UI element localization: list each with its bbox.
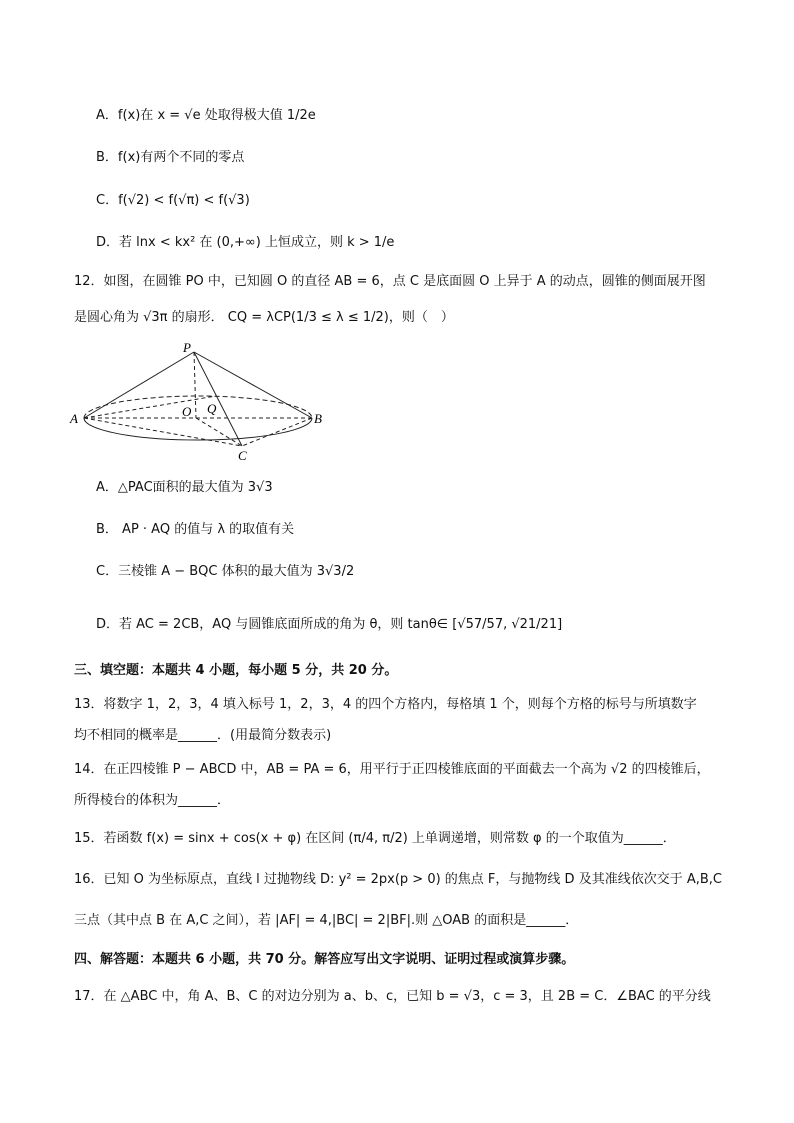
section3-header: 三、填空题：本题共 4 小题，每小题 5 分，共 20 分。 — [74, 663, 398, 678]
q11-option-d: D．若 lnx < kx² 在 (0,+∞) 上恒成立，则 k > 1/e — [96, 235, 395, 250]
q12-stem-line2: 是圆心角为 √3π 的扇形． CQ = λCP(1/3 ≤ λ ≤ 1/2)，则（ ） — [74, 310, 454, 325]
cone-figure — [68, 338, 328, 462]
q11-option-c: C．f(√2) < f(√π) < f(√3) — [96, 193, 250, 208]
q12-option-b: B． AP · AQ 的值与 λ 的取值有关 — [96, 522, 295, 537]
q12-option-a: A．△PAC面积的最大值为 3√3 — [96, 480, 273, 495]
base-ellipse-front — [84, 418, 312, 440]
label-q: Q — [207, 401, 217, 416]
label-a: A — [70, 411, 78, 426]
section4-header: 四、解答题：本题共 6 小题，共 70 分。解答应写出文字说明、证明过程或演算步骤。 — [74, 952, 575, 967]
q13-line2: 均不相同的概率是______．(用最简分数表示) — [74, 728, 332, 743]
q16-line2: 三点（其中点 B 在 A,C 之间），若 |AF| = 4,|BC| = 2|BF|.则 △OAB 的面积是______． — [74, 913, 579, 928]
q12-option-d: D．若 AC = 2CB，AQ 与圆锥底面所成的角为 θ，则 tanθ∈ [√57/57, √21/21] — [96, 617, 563, 632]
label-o: O — [182, 404, 192, 419]
q14-line2: 所得棱台的体积为______． — [74, 793, 231, 808]
segment-bc — [242, 418, 312, 446]
edge-pc — [194, 352, 242, 446]
q14-line1: 14．在正四棱锥 P − ABCD 中，AB = PA = 6，用平行于正四棱锥底面的平面截去一个高为 √2 的四棱锥后， — [74, 762, 710, 777]
label-c: C — [238, 448, 247, 462]
segment-ac — [84, 418, 242, 446]
label-b: B — [314, 411, 322, 426]
q12-option-c: C．三棱锥 A − BQC 体积的最大值为 3√3/2 — [96, 564, 355, 579]
q13-line1: 13．将数字 1，2，3，4 填入标号 1，2，3，4 的四个方格内，每格填 1 个，则每个方格的标号与所填数字 — [74, 697, 697, 712]
edge-pa — [84, 352, 194, 418]
q17: 17．在 △ABC 中，角 A、B、C 的对边分别为 a、b、c，已知 b = √3，c = 3，且 2B = C．∠BAC 的平分线 — [74, 989, 711, 1004]
q11-option-a: A．f(x)在 x = √e 处取得极大值 1/2e — [96, 108, 316, 123]
q16-line1: 16．已知 O 为坐标原点，直线 l 过抛物线 D: y² = 2px(p > 0) 的焦点 F，与抛物线 D 及其准线依次交于 A,B,C — [74, 872, 722, 887]
segment-aq — [84, 396, 216, 418]
label-p: P — [183, 340, 191, 355]
axis-po — [194, 352, 196, 418]
q12-stem-line1: 12．如图，在圆锥 PO 中，已知圆 O 的直径 AB = 6，点 C 是底面圆 O 上异于 A 的动点，圆锥的侧面展开图 — [74, 274, 706, 289]
q15: 15．若函数 f(x) = sinx + cos(x + φ) 在区间 (π/4, π/2) 上单调递增，则常数 φ 的一个取值为______． — [74, 831, 676, 846]
q11-option-b: B．f(x)有两个不同的零点 — [96, 150, 245, 165]
